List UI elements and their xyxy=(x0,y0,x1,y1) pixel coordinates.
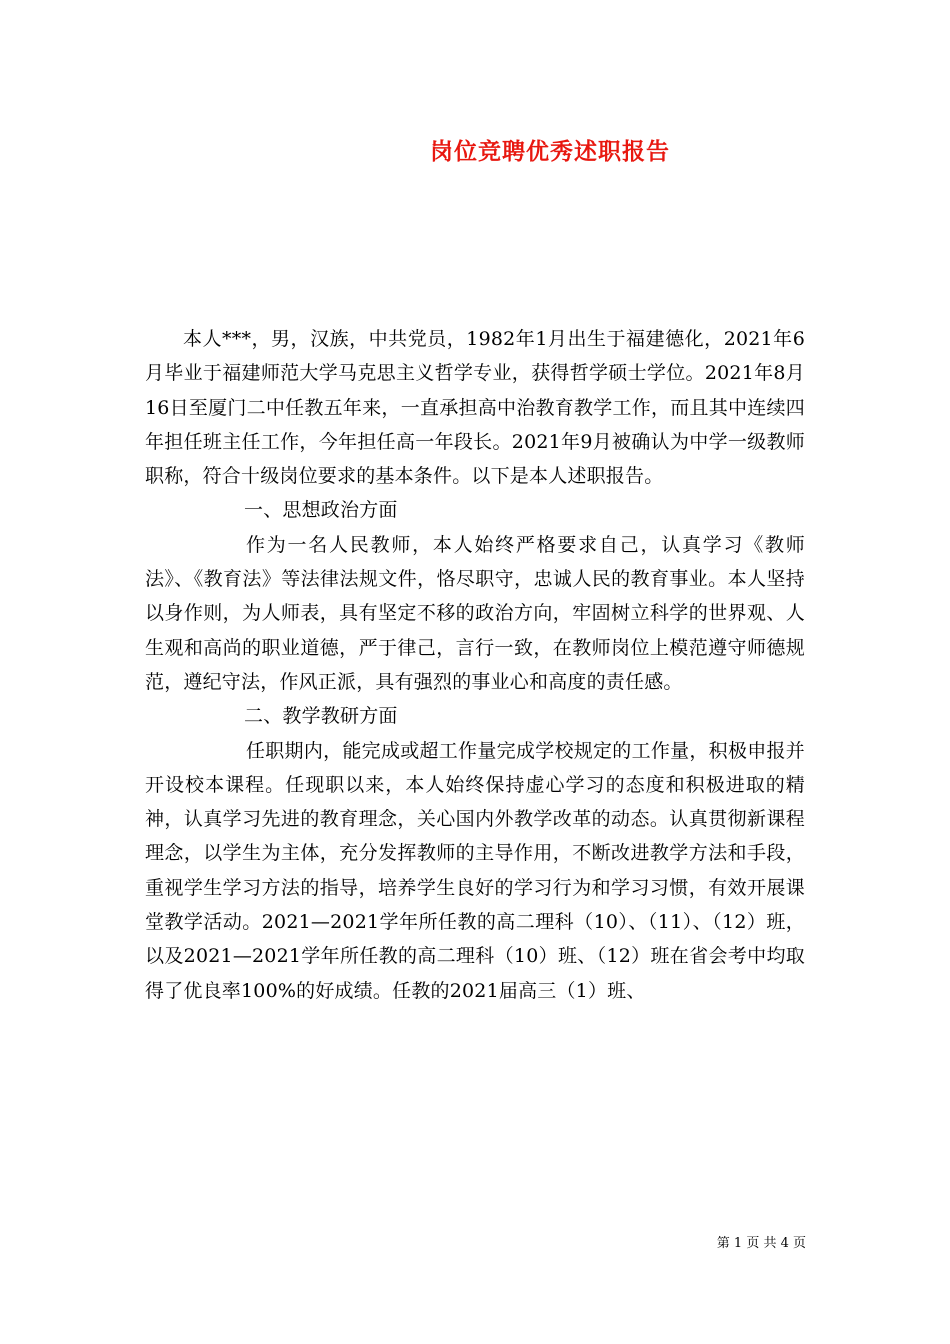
paragraph-political: 作为一名人民教师，本人始终严格要求自己，认真学习《教师法》、《教育法》等法律法规文件，恪尽职守，忠诚人民的教育事业。本人坚持以身作则，为人师表，具有坚定不移的政治方向，牢固树立科学的世界观、人生观和高尚的职业道德，严于律己，言行一致，在教师岗位上模范遵守师德规范，遵纪守法，作风正派，具有强烈的事业心和高度的责任感。 xyxy=(145,533,805,693)
paragraph-intro: 本人***，男，汉族，中共党员，1982年1月出生于福建德化，2021年6月毕业于福建师范大学马克思主义哲学专业，获得哲学硕士学位。2021年8月16日至厦门二中任教五年来，一直承担高中治教育教学工作，而且其中连续四年担任班主任工作，今年担任高一年段长。2021年9月被确认为中学一级教师职称，符合十级岗位要求的基本条件。以下是本人述职报告。 xyxy=(145,328,805,488)
document-body xyxy=(145,322,805,1008)
page-number-footer: 第 1 页 共 4 页 xyxy=(716,1236,806,1251)
document-title: 岗位竞聘优秀述职报告 xyxy=(430,138,670,165)
section-heading-teaching: 二、教学教研方面 xyxy=(244,705,398,728)
section-heading-political: 一、思想政治方面 xyxy=(244,499,398,522)
paragraph-teaching: 任职期内，能完成或超工作量完成学校规定的工作量，积极申报并开设校本课程。任现职以来，本人始终保持虚心学习的态度和积极进取的精神，认真学习先进的教育理念，关心国内外教学改革的动态。认真贯彻新课程理念，以学生为主体，充分发挥教师的主导作用，不断改进教学方法和手段，重视学生学习方法的指导，培养学生良好的学习行为和学习习惯，有效开展课堂教学活动。2021—2021学年所任教的高二理科（10）、（11）、（12）班，以及2021—2021学年所任教的高二理科（10）班、（12）班在省会考中均取得了优良率100%的好成绩。任教的2021届高三（1）班、 xyxy=(145,739,805,1002)
